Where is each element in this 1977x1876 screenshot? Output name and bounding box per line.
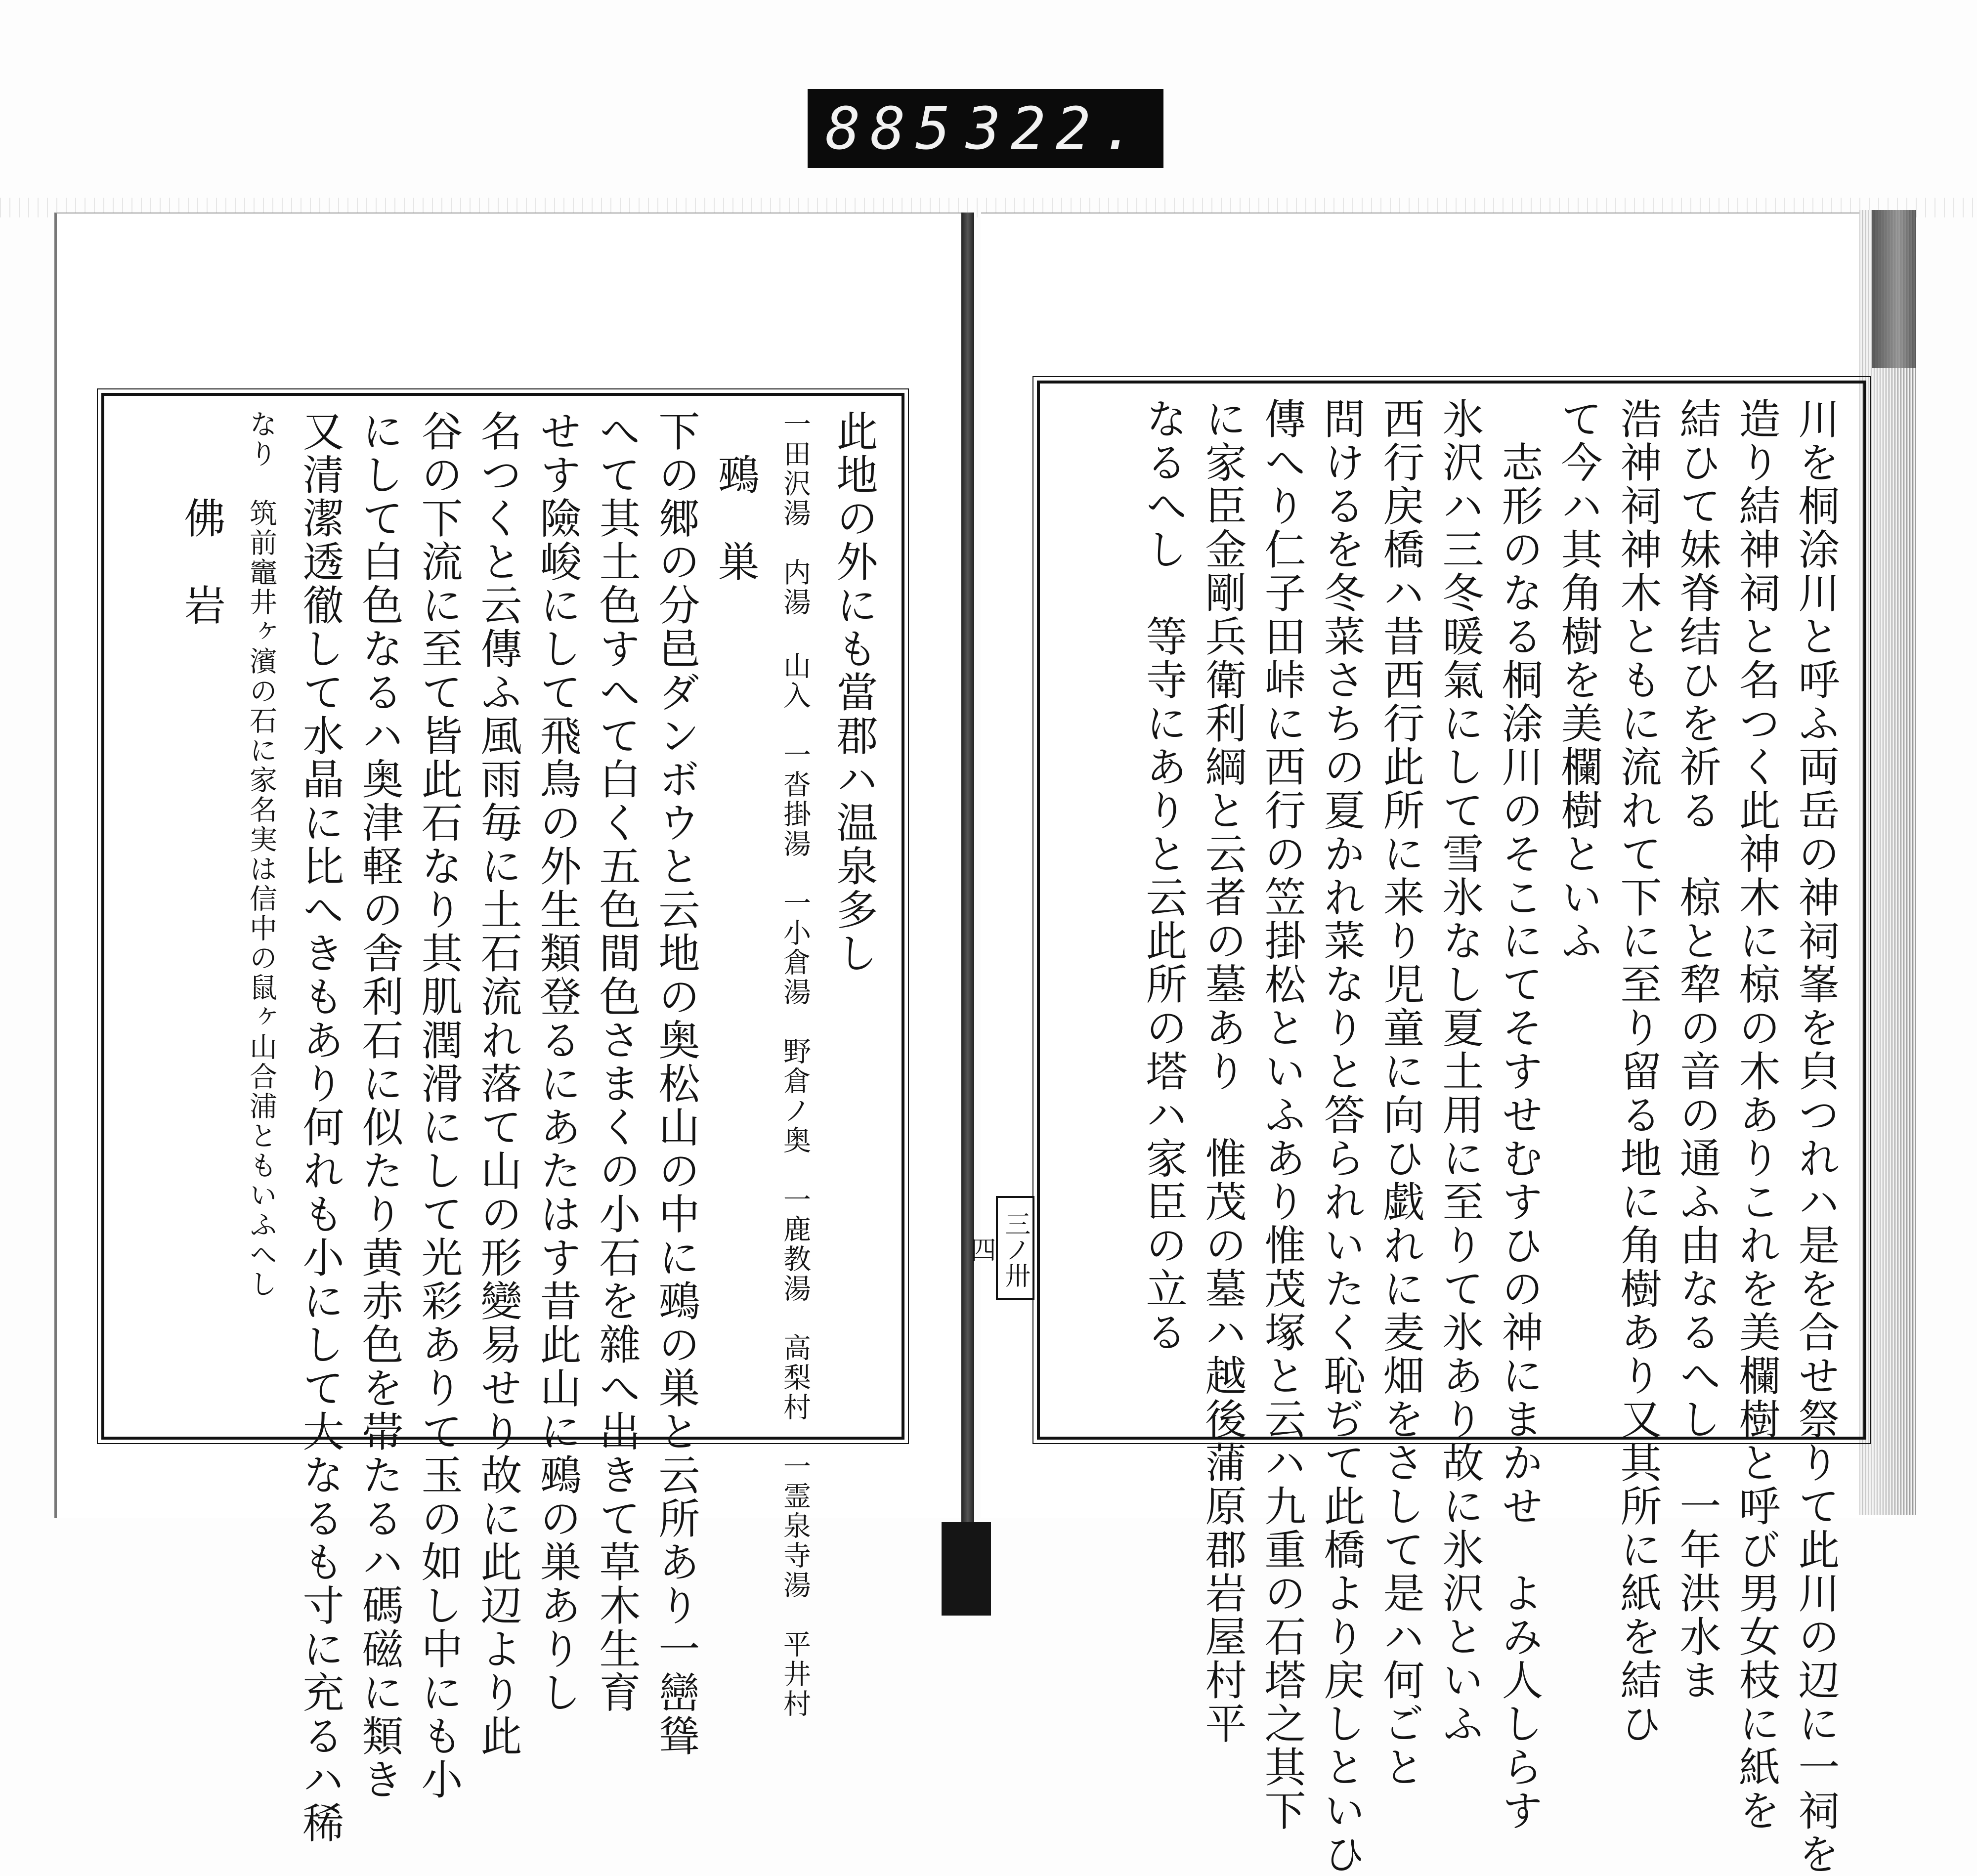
section-heading: 鵐 巣 — [711, 410, 760, 584]
text-line: 名つくと云傳ふ風雨毎に土石流れ落て山の形變易せり故に此辺より此 — [474, 410, 522, 1758]
catalog-number-right: 322. — [965, 94, 1146, 163]
text-line: 氷沢ハ三冬暖氣にして雪氷なし夏土用に至りて氷あり故に氷沢といふ — [1436, 397, 1484, 1746]
hot-spring-list: 一田沢湯 内湯 山入 一沓掛湯 一小倉湯 野倉ノ奥 一鹿教湯 高梨村 一霊泉寺湯 平井村 — [779, 410, 811, 1719]
text-line: 又清潔透徹して水晶に比へきもあり何れも小にして大なるも寸に充るハ稀 — [296, 410, 344, 1845]
note-line: なり 筑前竈井ヶ濱の石に家名実は信中の鼠ヶ山合浦ともいふへし — [245, 410, 277, 1299]
text-line: 此地の外にも當郡ハ温泉多し — [830, 410, 878, 975]
text-line: へて其土色すへて白く五色間色さまくの小石を雜へ出きて草木生育 — [593, 410, 641, 1714]
section-heading: 佛 岩 — [177, 410, 226, 627]
text-line: にして白色なるハ奥津軽の舎利石に似たり黄赤色を帯たるハ碼磁に類き — [355, 410, 404, 1801]
text-line: 川を桐涂川と呼ふ両岳の神祠峯を㒵つれハ是を合せ祭りて此川の辺に一祠を — [1792, 397, 1840, 1876]
text-line: て今ハ其角樹を美欄樹といふ — [1554, 397, 1603, 963]
right-text-frame — [1037, 381, 1866, 1876]
book-gutter — [961, 213, 974, 1537]
text-line: 傳へり仁子田峠に西行の笠掛松といふあり惟茂塚と云ハ九重の石塔之其下 — [1258, 397, 1306, 1833]
text-line: 下の郷の分邑ダンボウと云地の奥松山の中に鵐の巣と云所あり一巒聳 — [652, 410, 700, 1758]
right-text-columns — [1058, 397, 1846, 1876]
text-line: 西行戻橋ハ昔西行此所に来り児童に向ひ戯れに麦畑をさして是ハ何ごと — [1376, 397, 1425, 1789]
text-line: 結ひて妹脊结ひを祈る 椋と犂の音の通ふ由なるへし 一年洪水ま — [1673, 397, 1721, 1702]
catalog-number-label — [808, 89, 1163, 168]
text-line: 造り結神祠と名つく此神木に椋の木ありこれを美欄樹と呼び男女枝に紙を — [1732, 397, 1781, 1833]
left-text-frame — [101, 393, 904, 1845]
text-line: 問けるを冬菜さちの夏かれ菜なりと答られいたく恥ぢて此橋より戻しといひ — [1317, 397, 1366, 1876]
text-line: なるへし 等寺にありと云此所の塔ハ家臣の立る — [1139, 397, 1188, 1354]
text-line: に家臣金剛兵衛利綱と云者の墓あり 惟茂の墓ハ越後蒲原郡岩屋村平 — [1199, 397, 1247, 1746]
poem-line: 志形のなる桐涂川のそこにてそすせむすひの神にまかせ よみ人しらす — [1495, 397, 1544, 1833]
left-text-columns — [122, 410, 884, 1845]
page-edges-shadow — [1872, 210, 1916, 368]
text-line: 谷の下流に至て皆此石なり其肌潤滑にして光彩ありて玉の如し中にも小 — [415, 410, 463, 1801]
catalog-number-left: 885 — [825, 94, 961, 163]
text-line: 浩神祠神木ともに流れて下に至り留る地に角樹あり又其所に紙を結ひ — [1614, 397, 1662, 1746]
page-edges — [1859, 210, 1916, 1515]
folio-label: 三ノ卅四 — [996, 1196, 1034, 1300]
text-line: せす險峻にして飛鳥の外生類登るにあたはす昔此山に鵐の巣ありし — [533, 410, 582, 1714]
book-gutter-base — [942, 1522, 991, 1616]
